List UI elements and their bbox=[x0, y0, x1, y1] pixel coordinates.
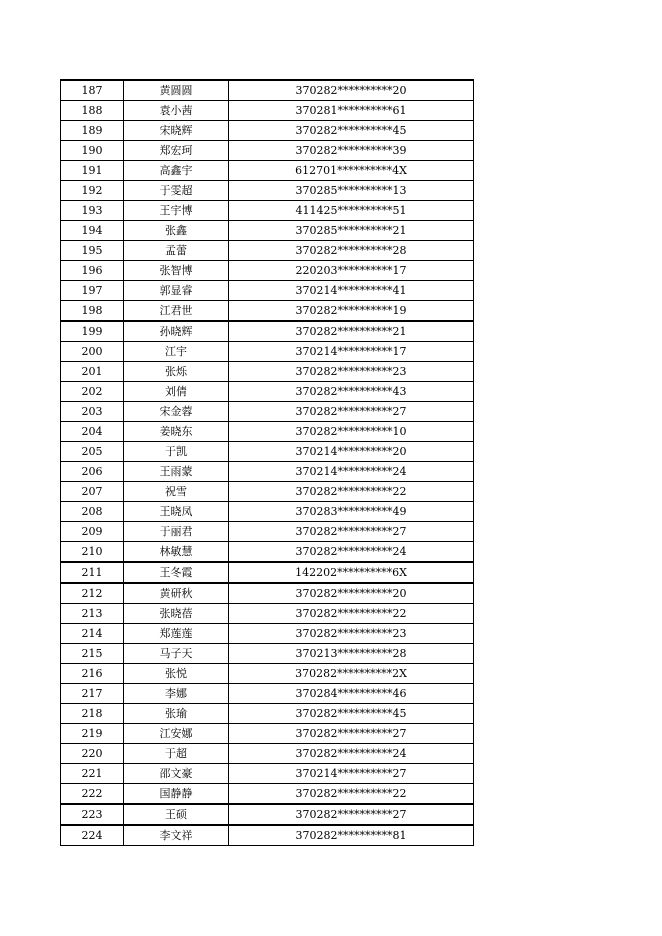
name-cell: 李文祥 bbox=[124, 825, 229, 846]
table-row bbox=[61, 101, 474, 121]
id-number-cell: 370282**********27 bbox=[229, 522, 474, 542]
row-number-cell: 187 bbox=[61, 80, 124, 101]
table-row bbox=[61, 422, 474, 442]
table-row bbox=[61, 804, 474, 825]
name-cell: 孟蕾 bbox=[124, 241, 229, 261]
row-number-cell: 205 bbox=[61, 442, 124, 462]
table-row bbox=[61, 221, 474, 241]
name-cell: 黄研秋 bbox=[124, 583, 229, 604]
name-cell: 宋晓辉 bbox=[124, 121, 229, 141]
table-row bbox=[61, 281, 474, 301]
name-cell: 王晓凤 bbox=[124, 502, 229, 522]
table-row bbox=[61, 624, 474, 644]
table-row bbox=[61, 784, 474, 805]
table-row bbox=[61, 181, 474, 201]
id-number-cell: 370282**********21 bbox=[229, 321, 474, 342]
row-number-cell: 200 bbox=[61, 342, 124, 362]
name-cell: 于超 bbox=[124, 744, 229, 764]
row-number-cell: 221 bbox=[61, 764, 124, 784]
name-cell: 张烁 bbox=[124, 362, 229, 382]
row-number-cell: 208 bbox=[61, 502, 124, 522]
table-row bbox=[61, 161, 474, 181]
name-cell: 张晓蓓 bbox=[124, 604, 229, 624]
name-cell: 张瑜 bbox=[124, 704, 229, 724]
table-row bbox=[61, 362, 474, 382]
name-cell: 黄圆圆 bbox=[124, 80, 229, 101]
name-cell: 于凯 bbox=[124, 442, 229, 462]
name-cell: 祝雪 bbox=[124, 482, 229, 502]
table-row bbox=[61, 744, 474, 764]
id-number-cell: 370282**********81 bbox=[229, 825, 474, 846]
name-cell: 王硕 bbox=[124, 804, 229, 825]
name-cell: 袁小茜 bbox=[124, 101, 229, 121]
table-row bbox=[61, 562, 474, 583]
table-row bbox=[61, 402, 474, 422]
name-cell: 林敏慧 bbox=[124, 542, 229, 563]
id-number-cell: 370282**********10 bbox=[229, 422, 474, 442]
table-row bbox=[61, 522, 474, 542]
row-number-cell: 212 bbox=[61, 583, 124, 604]
row-number-cell: 209 bbox=[61, 522, 124, 542]
id-number-cell: 370282**********20 bbox=[229, 583, 474, 604]
row-number-cell: 210 bbox=[61, 542, 124, 563]
table-row bbox=[61, 764, 474, 784]
row-number-cell: 220 bbox=[61, 744, 124, 764]
name-cell: 江君世 bbox=[124, 301, 229, 322]
id-number-cell: 411425**********51 bbox=[229, 201, 474, 221]
id-number-cell: 370282**********22 bbox=[229, 482, 474, 502]
table-row bbox=[61, 121, 474, 141]
id-number-cell: 370284**********46 bbox=[229, 684, 474, 704]
id-number-cell: 370282**********27 bbox=[229, 724, 474, 744]
id-number-cell: 370283**********49 bbox=[229, 502, 474, 522]
name-cell: 刘倩 bbox=[124, 382, 229, 402]
name-cell: 张鑫 bbox=[124, 221, 229, 241]
row-number-cell: 188 bbox=[61, 101, 124, 121]
id-number-cell: 142202**********6X bbox=[229, 562, 474, 583]
name-cell: 于丽君 bbox=[124, 522, 229, 542]
roster-table-body bbox=[61, 80, 474, 846]
id-number-cell: 370213**********28 bbox=[229, 644, 474, 664]
id-number-cell: 370214**********17 bbox=[229, 342, 474, 362]
table-row bbox=[61, 502, 474, 522]
name-cell: 郑莲莲 bbox=[124, 624, 229, 644]
table-row bbox=[61, 684, 474, 704]
row-number-cell: 202 bbox=[61, 382, 124, 402]
id-number-cell: 370282**********39 bbox=[229, 141, 474, 161]
id-number-cell: 370282**********27 bbox=[229, 402, 474, 422]
table-row bbox=[61, 241, 474, 261]
name-cell: 江安娜 bbox=[124, 724, 229, 744]
id-number-cell: 370214**********41 bbox=[229, 281, 474, 301]
row-number-cell: 189 bbox=[61, 121, 124, 141]
id-number-cell: 370214**********20 bbox=[229, 442, 474, 462]
table-row bbox=[61, 342, 474, 362]
row-number-cell: 191 bbox=[61, 161, 124, 181]
table-row bbox=[61, 141, 474, 161]
id-number-cell: 220203**********17 bbox=[229, 261, 474, 281]
name-cell: 于雯超 bbox=[124, 181, 229, 201]
table-row bbox=[61, 542, 474, 563]
row-number-cell: 207 bbox=[61, 482, 124, 502]
row-number-cell: 215 bbox=[61, 644, 124, 664]
name-cell: 李娜 bbox=[124, 684, 229, 704]
id-number-cell: 370285**********21 bbox=[229, 221, 474, 241]
table-row bbox=[61, 321, 474, 342]
table-row bbox=[61, 664, 474, 684]
row-number-cell: 190 bbox=[61, 141, 124, 161]
row-number-cell: 197 bbox=[61, 281, 124, 301]
row-number-cell: 217 bbox=[61, 684, 124, 704]
table-row bbox=[61, 482, 474, 502]
row-number-cell: 194 bbox=[61, 221, 124, 241]
row-number-cell: 198 bbox=[61, 301, 124, 322]
row-number-cell: 193 bbox=[61, 201, 124, 221]
table-row bbox=[61, 201, 474, 221]
table-row bbox=[61, 604, 474, 624]
id-number-cell: 370282**********43 bbox=[229, 382, 474, 402]
name-cell: 国静静 bbox=[124, 784, 229, 805]
id-number-cell: 370281**********61 bbox=[229, 101, 474, 121]
id-number-cell: 370282**********24 bbox=[229, 744, 474, 764]
id-number-cell: 370214**********24 bbox=[229, 462, 474, 482]
table-row bbox=[61, 442, 474, 462]
name-cell: 王宇博 bbox=[124, 201, 229, 221]
row-number-cell: 214 bbox=[61, 624, 124, 644]
row-number-cell: 216 bbox=[61, 664, 124, 684]
row-number-cell: 201 bbox=[61, 362, 124, 382]
row-number-cell: 222 bbox=[61, 784, 124, 805]
table-row bbox=[61, 644, 474, 664]
name-cell: 郭显睿 bbox=[124, 281, 229, 301]
row-number-cell: 196 bbox=[61, 261, 124, 281]
name-cell: 王冬霞 bbox=[124, 562, 229, 583]
table-row bbox=[61, 80, 474, 101]
id-number-cell: 370282**********2X bbox=[229, 664, 474, 684]
name-cell: 邵文豪 bbox=[124, 764, 229, 784]
name-cell: 马子天 bbox=[124, 644, 229, 664]
name-cell: 王雨蒙 bbox=[124, 462, 229, 482]
row-number-cell: 223 bbox=[61, 804, 124, 825]
id-number-cell: 370282**********22 bbox=[229, 604, 474, 624]
row-number-cell: 199 bbox=[61, 321, 124, 342]
id-number-cell: 370282**********28 bbox=[229, 241, 474, 261]
name-cell: 张悦 bbox=[124, 664, 229, 684]
row-number-cell: 192 bbox=[61, 181, 124, 201]
roster-table bbox=[60, 79, 474, 846]
name-cell: 孙晓辉 bbox=[124, 321, 229, 342]
table-row bbox=[61, 583, 474, 604]
id-number-cell: 612701**********4X bbox=[229, 161, 474, 181]
row-number-cell: 224 bbox=[61, 825, 124, 846]
row-number-cell: 204 bbox=[61, 422, 124, 442]
row-number-cell: 203 bbox=[61, 402, 124, 422]
name-cell: 江宇 bbox=[124, 342, 229, 362]
table-row bbox=[61, 462, 474, 482]
row-number-cell: 195 bbox=[61, 241, 124, 261]
id-number-cell: 370282**********45 bbox=[229, 704, 474, 724]
id-number-cell: 370282**********23 bbox=[229, 624, 474, 644]
id-number-cell: 370282**********20 bbox=[229, 80, 474, 101]
table-row bbox=[61, 301, 474, 322]
id-number-cell: 370285**********13 bbox=[229, 181, 474, 201]
name-cell: 姜晓东 bbox=[124, 422, 229, 442]
table-row bbox=[61, 704, 474, 724]
id-number-cell: 370282**********45 bbox=[229, 121, 474, 141]
row-number-cell: 213 bbox=[61, 604, 124, 624]
id-number-cell: 370282**********27 bbox=[229, 804, 474, 825]
table-row bbox=[61, 825, 474, 846]
row-number-cell: 218 bbox=[61, 704, 124, 724]
name-cell: 高鑫宇 bbox=[124, 161, 229, 181]
table-row bbox=[61, 261, 474, 281]
id-number-cell: 370282**********23 bbox=[229, 362, 474, 382]
row-number-cell: 219 bbox=[61, 724, 124, 744]
name-cell: 郑宏珂 bbox=[124, 141, 229, 161]
table-row bbox=[61, 724, 474, 744]
name-cell: 宋金蓉 bbox=[124, 402, 229, 422]
table-row bbox=[61, 382, 474, 402]
row-number-cell: 206 bbox=[61, 462, 124, 482]
id-number-cell: 370282**********22 bbox=[229, 784, 474, 805]
id-number-cell: 370214**********27 bbox=[229, 764, 474, 784]
id-number-cell: 370282**********24 bbox=[229, 542, 474, 563]
row-number-cell: 211 bbox=[61, 562, 124, 583]
id-number-cell: 370282**********19 bbox=[229, 301, 474, 322]
name-cell: 张智博 bbox=[124, 261, 229, 281]
